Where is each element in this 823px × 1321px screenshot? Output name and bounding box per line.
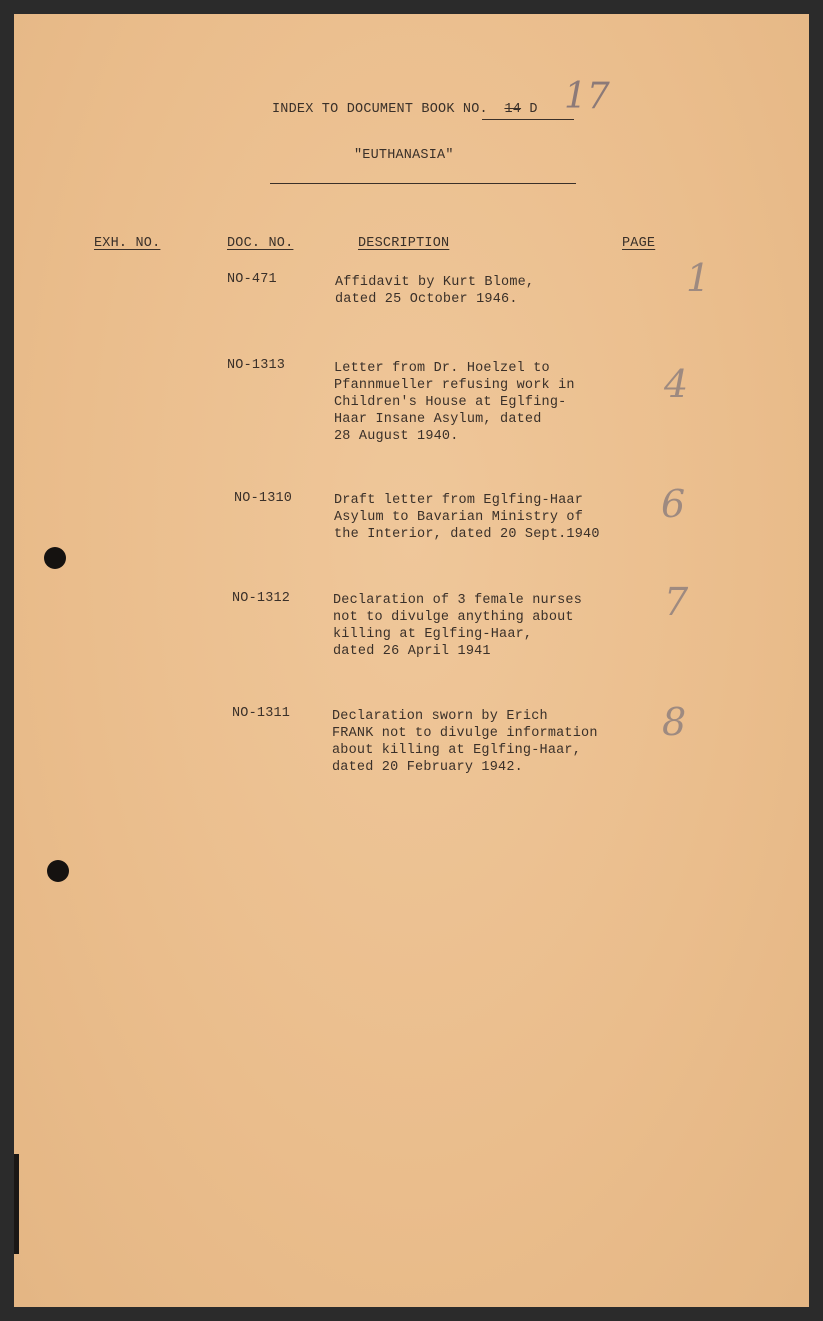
description-line: FRANK not to divulge information (332, 726, 598, 741)
column-header-doc-no: DOC. NO. (227, 236, 294, 251)
page-number: 1 (686, 256, 711, 300)
punch-hole (47, 860, 69, 882)
description-line: Draft letter from Eglfing-Haar (334, 493, 584, 508)
page-number: 6 (661, 482, 686, 526)
column-header-page: PAGE (622, 236, 656, 251)
struck-book-number: 14 (504, 102, 522, 117)
description-line: 28 August 1940. (334, 429, 459, 444)
title-text: INDEX TO DOCUMENT BOOK NO. (272, 102, 488, 117)
index-title (272, 102, 538, 117)
description-line: Pfannmueller refusing work in (334, 378, 575, 393)
page-number: 4 (664, 362, 689, 406)
page-number: 7 (664, 580, 689, 624)
description (333, 592, 582, 660)
column-header-description: DESCRIPTION (358, 236, 450, 251)
description-line: killing at Eglfing-Haar, (333, 627, 533, 642)
description-line: dated 26 April 1941 (333, 644, 491, 659)
description-line: about killing at Eglfing-Haar, (332, 743, 582, 758)
description-line: the Interior, dated 20 Sept.1940 (334, 527, 600, 542)
description-line: Declaration of 3 female nurses (333, 593, 583, 608)
doc-number: NO-471 (227, 272, 277, 287)
doc-number: NO-1311 (232, 706, 291, 721)
description-line: Asylum to Bavarian Ministry of (334, 510, 584, 525)
description (334, 360, 575, 445)
punch-hole (44, 547, 66, 569)
doc-number: NO-1310 (234, 491, 293, 506)
doc-number: NO-1313 (227, 358, 286, 373)
subtitle: "EUTHANASIA" (354, 148, 454, 163)
description-line: dated 25 October 1946. (335, 292, 518, 307)
description-line: Affidavit by Kurt Blome, (335, 275, 535, 290)
page-number: 8 (662, 700, 687, 744)
title-underline (482, 119, 574, 120)
book-letter: D (529, 102, 538, 117)
column-header-exh-no: EXH. NO. (94, 236, 161, 251)
handwritten-book-number: 17 (564, 76, 610, 117)
page-edge-shadow (14, 1154, 19, 1254)
header-rule (270, 183, 576, 184)
description-line: dated 20 February 1942. (332, 760, 523, 775)
description-line: Children's House at Eglfing- (334, 395, 567, 410)
description (332, 708, 598, 776)
description (335, 274, 534, 308)
description-line: Letter from Dr. Hoelzel to (334, 361, 550, 376)
description-line: not to divulge anything about (333, 610, 574, 625)
doc-number: NO-1312 (232, 591, 291, 606)
description-line: Haar Insane Asylum, dated (334, 412, 542, 427)
description-line: Declaration sworn by Erich (332, 709, 548, 724)
description (334, 492, 600, 543)
document-page (14, 14, 809, 1307)
